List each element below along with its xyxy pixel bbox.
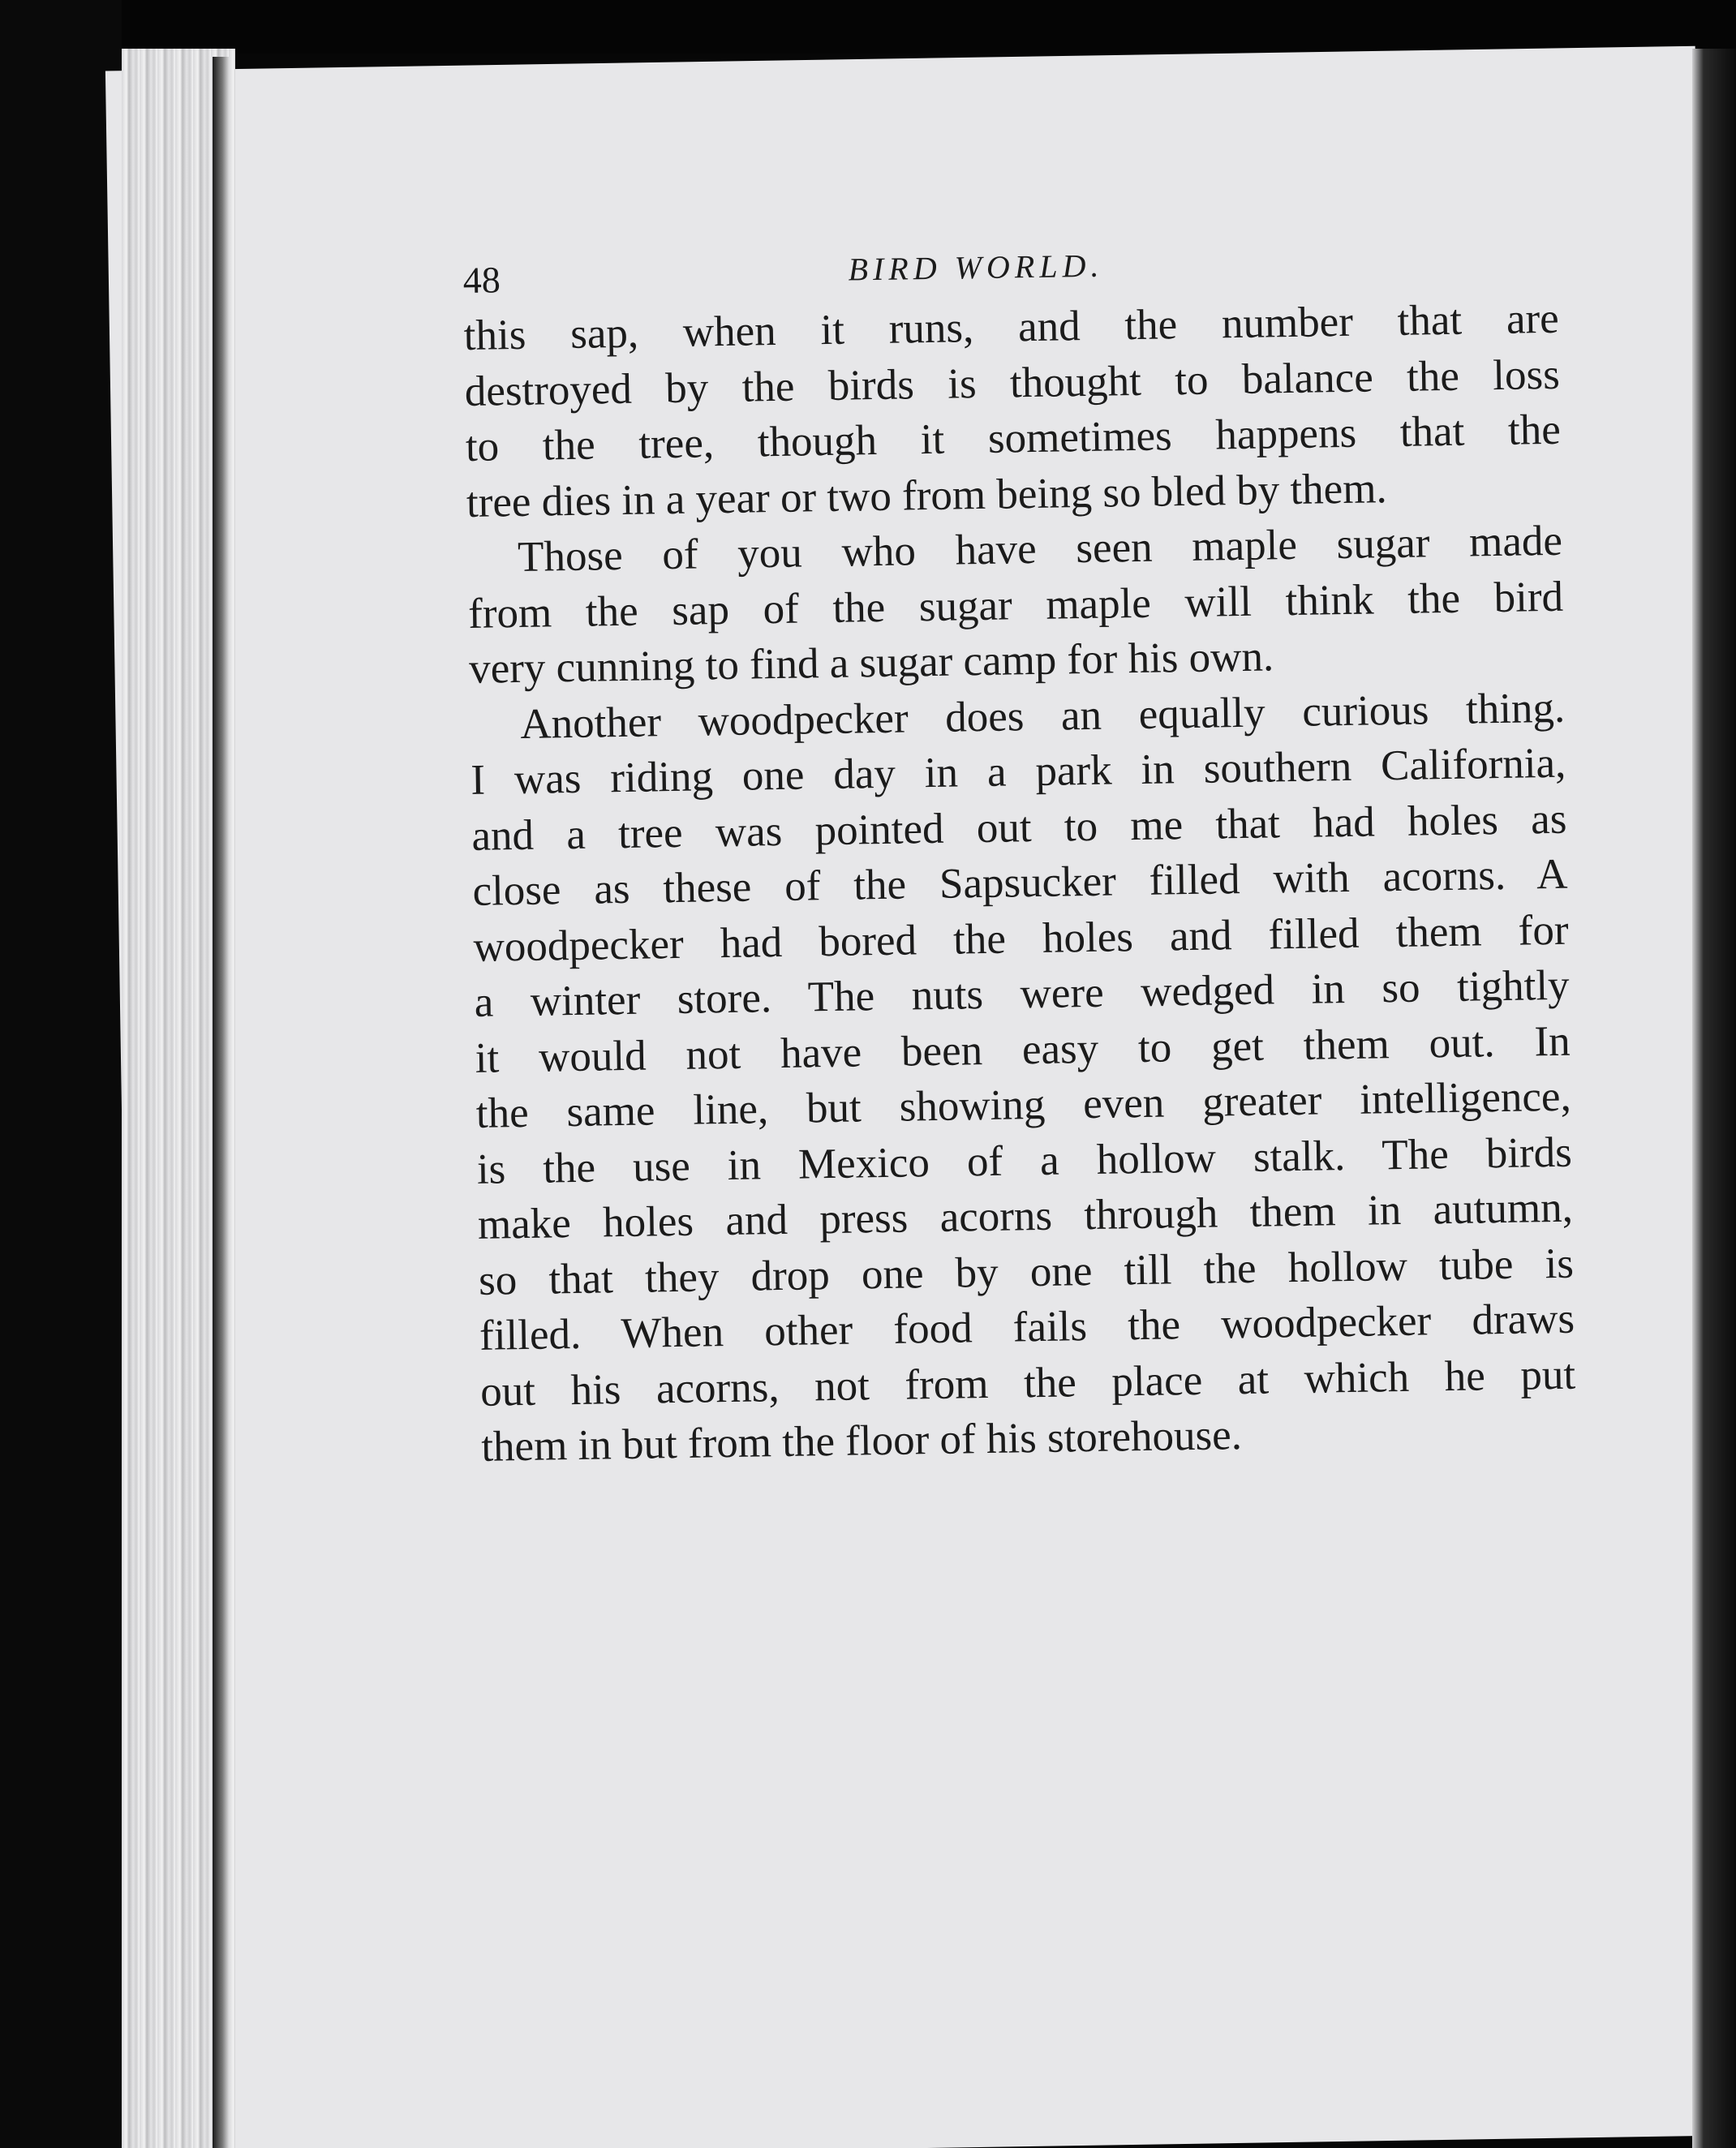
text-line: to the tree, though it sometimes happens that the xyxy=(465,406,1562,470)
text-line: is the use in Mexico of a hollow stalk. The birds xyxy=(476,1128,1573,1193)
text-line: out his acorns, not from the place at which he put xyxy=(479,1351,1576,1416)
text-line: the same line, but showing even greater intelligence, xyxy=(475,1072,1572,1137)
text-line: and a tree was pointed out to me that had holes as xyxy=(471,795,1567,860)
text-line: make holes and press acorns through them in autumn, xyxy=(477,1184,1574,1248)
text-line: close as these of the Sapsucker filled with acorns. A xyxy=(472,850,1568,915)
text-line: so that they drop one by one till the hollow tube is xyxy=(478,1239,1575,1304)
scan-left-border xyxy=(0,0,122,2148)
text-line: woodpecker had bored the holes and filled them for xyxy=(473,906,1569,971)
paragraph xyxy=(463,291,1562,531)
scan-top-border xyxy=(0,0,1736,54)
text-line: destroyed by the birds is thought to balance the loss xyxy=(464,350,1561,415)
book-gutter-shadow xyxy=(213,57,229,2148)
text-block xyxy=(462,226,1577,1476)
paragraph xyxy=(467,513,1565,698)
paragraph xyxy=(470,680,1577,1475)
page-number: 48 xyxy=(462,259,501,301)
text-line: them in but from the floor of his storehouse. xyxy=(480,1411,1243,1471)
book-right-edge xyxy=(1692,49,1736,2148)
text-line: it would not have been easy to get them out. In xyxy=(475,1017,1571,1082)
text-line: tree dies in a year or two from being so bled by them. xyxy=(466,464,1388,526)
text-line: a winter store. The nuts were wedged in so tightly xyxy=(474,961,1570,1026)
body-text xyxy=(463,291,1576,1476)
running-head-title: BIRD WORLD. xyxy=(848,247,1104,288)
text-line: this sap, when it runs, and the number that are xyxy=(463,294,1560,359)
text-line: very cunning to find a sugar camp for his own. xyxy=(468,633,1274,693)
text-line: Another woodpecker does an equally curious thing. xyxy=(519,684,1566,748)
text-line: from the sap of the sugar maple will think the bird xyxy=(467,573,1564,638)
text-line: Those of you who have seen maple sugar made xyxy=(517,517,1563,581)
text-line: filled. When other food fails the woodpecker draws xyxy=(479,1295,1575,1360)
text-line: I was riding one day in a park in southern California, xyxy=(470,739,1566,804)
